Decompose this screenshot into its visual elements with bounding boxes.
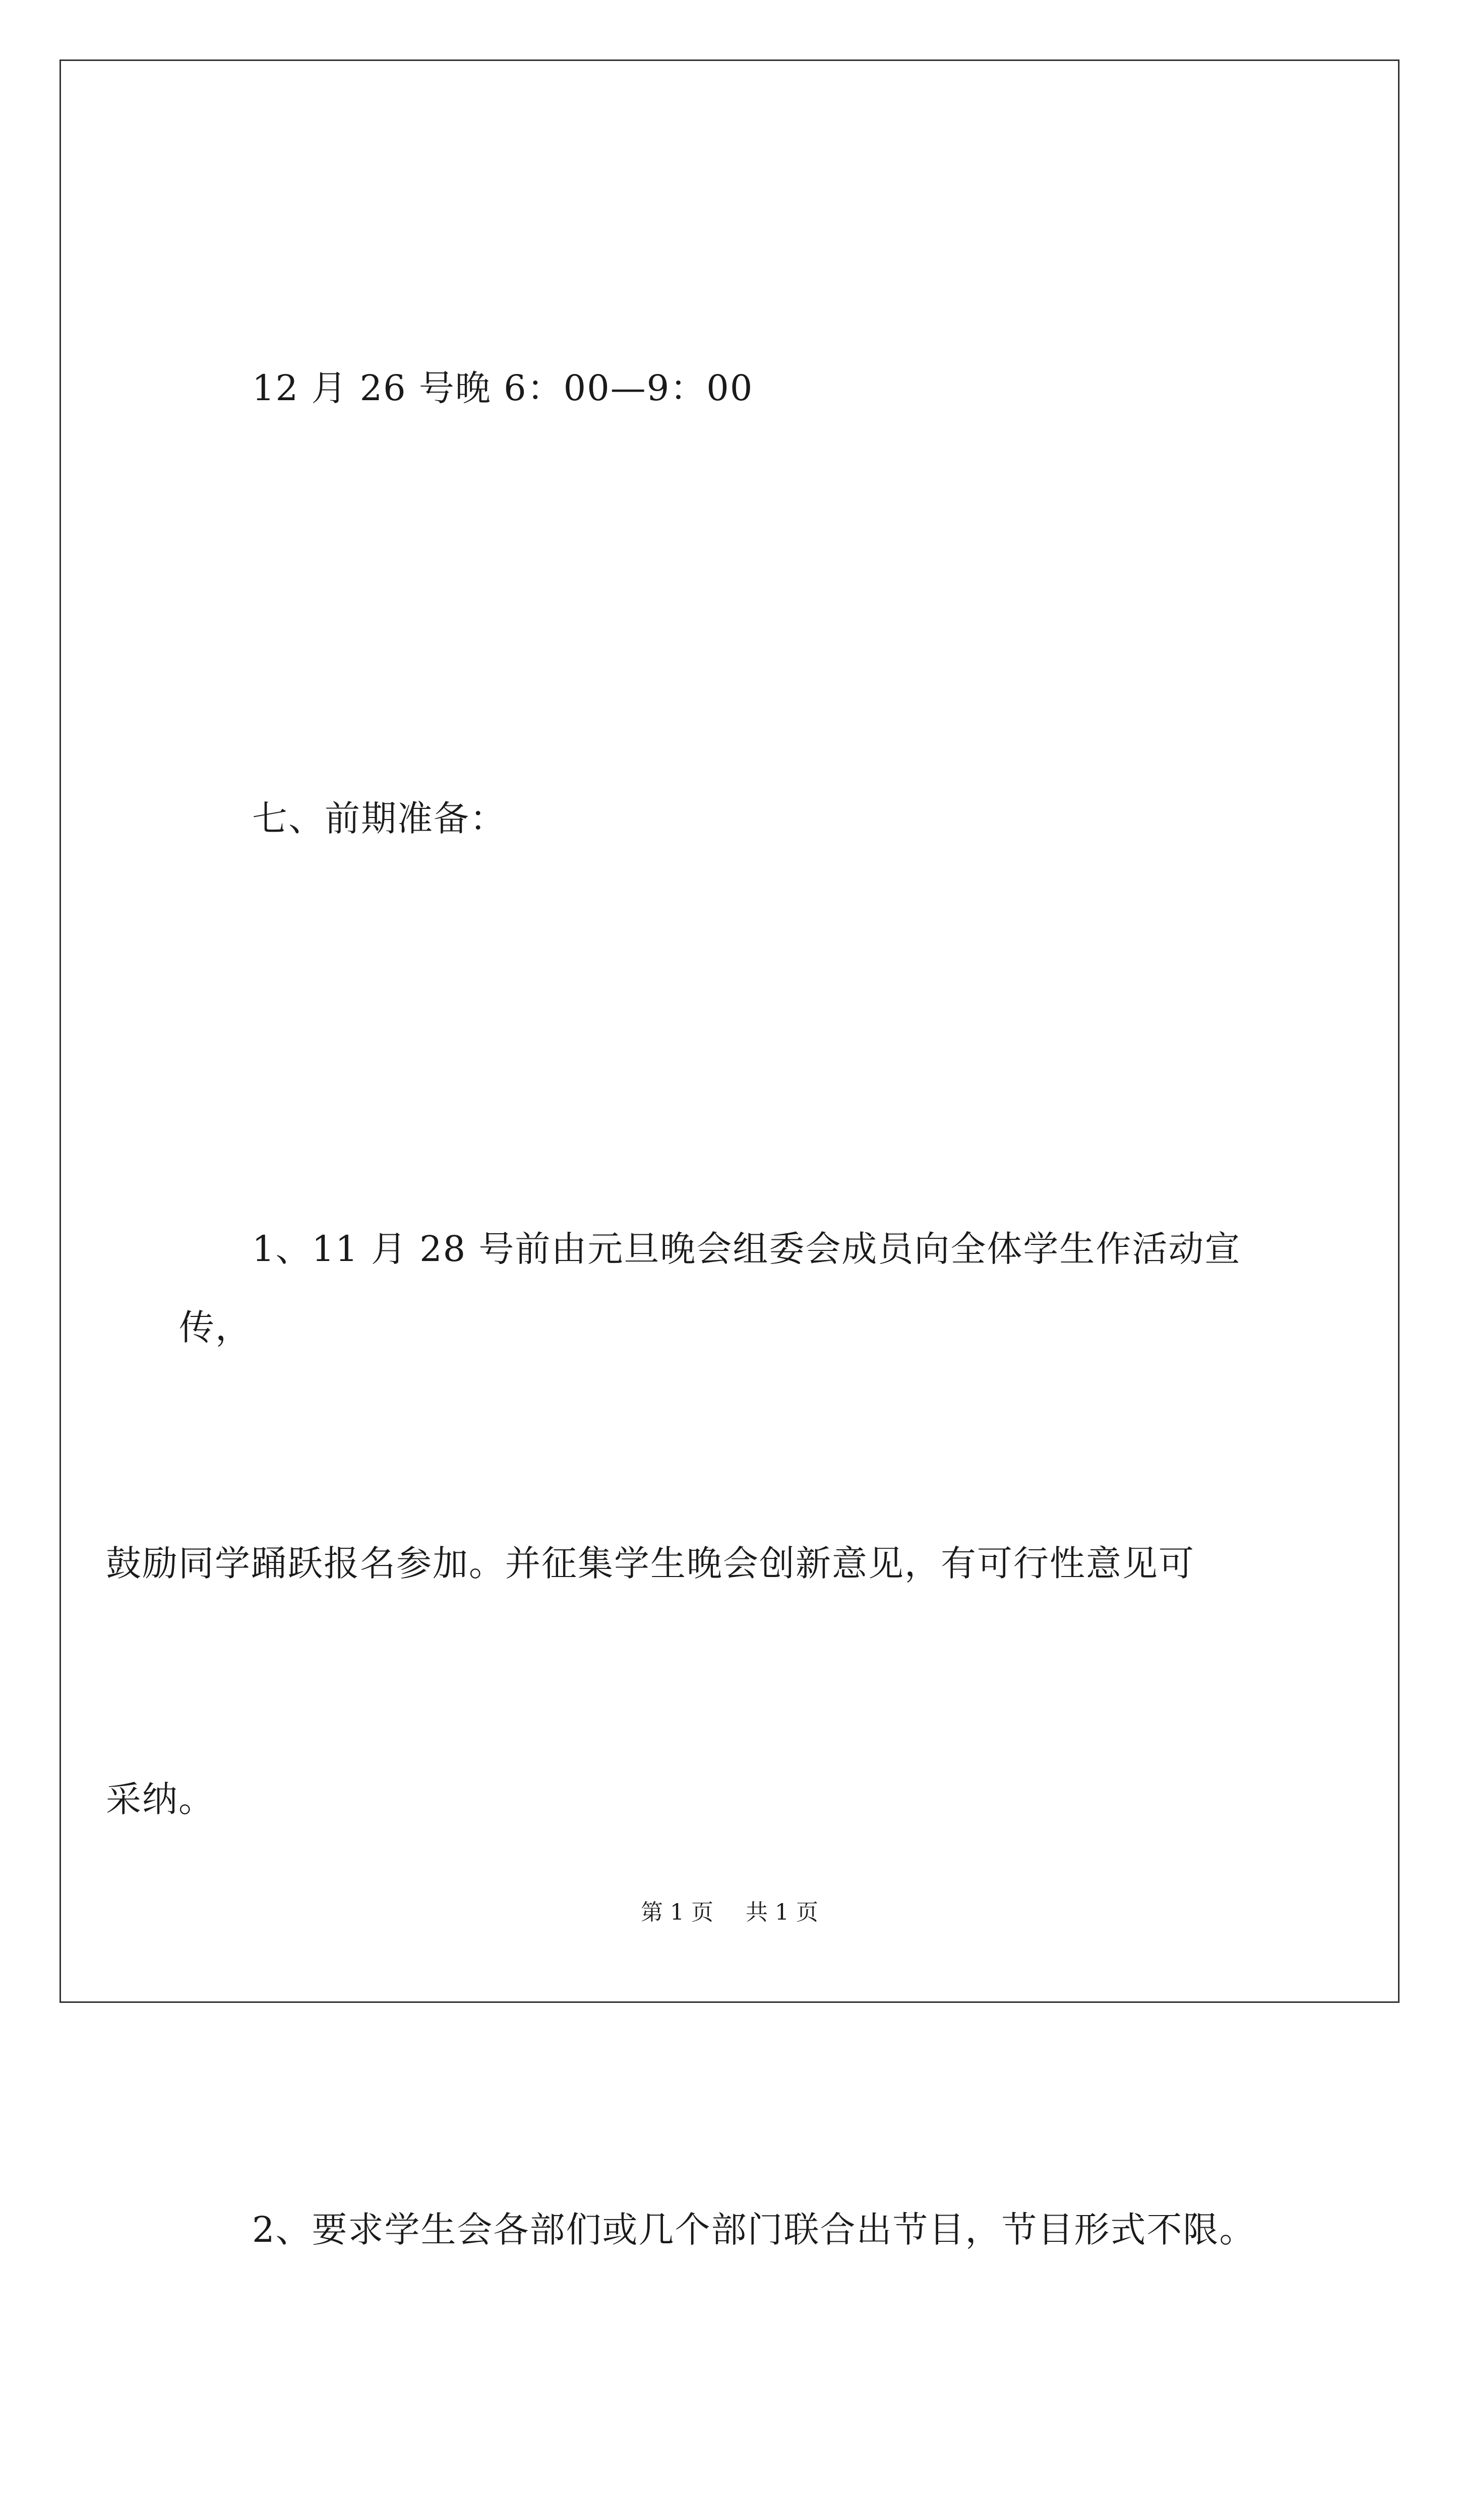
paragraph-item-3: [179, 2464, 1278, 2520]
text-line: 2、要求学生会各部们或几个部门联合出节目，节目形式不限。: [252, 2209, 1256, 2250]
paragraph-item-1: [106, 1052, 1278, 1996]
text-line: 1、11 月 28 号前由元旦晚会组委会成员向全体学生作活动宣传，: [179, 1228, 1241, 1348]
document-body: [106, 192, 1278, 2520]
paragraph-heading-preparation: [179, 622, 1278, 1015]
page-number-total: 共 1 页: [746, 1900, 818, 1925]
text-line: 鼓励同学踊跃报名参加。并征集学生晚会创新意见，有可行性意见可: [106, 1543, 1195, 1584]
text-line: 采纳。: [106, 1779, 215, 1820]
page-footer: [0, 1894, 1459, 1926]
paragraph-time: [179, 192, 1278, 585]
text-line: 12 月 26 号晚 6：00—9：00: [252, 367, 754, 409]
page-number-current: 第 1 页: [641, 1900, 713, 1925]
paragraph-item-2: [179, 2033, 1278, 2426]
section-heading: 七、前期准备：: [252, 798, 506, 839]
